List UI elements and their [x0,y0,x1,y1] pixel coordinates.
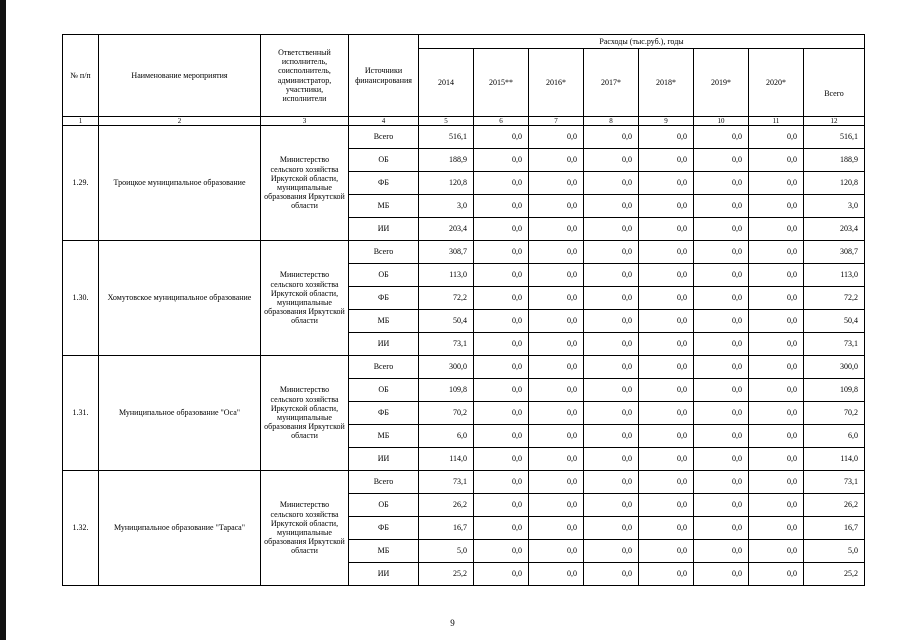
expense-cell: 0,0 [529,149,584,172]
expense-cell: 0,0 [639,172,694,195]
total-cell: 26,2 [804,494,865,517]
expense-cell: 0,0 [584,540,639,563]
total-cell: 516,1 [804,126,865,149]
expense-cell: 0,0 [639,333,694,356]
expense-cell: 0,0 [749,126,804,149]
funding-source: ИИ [349,448,419,471]
expense-cell: 26,2 [419,494,474,517]
expense-cell: 0,0 [639,471,694,494]
year-header: 2015** [474,49,529,117]
funding-source: МБ [349,540,419,563]
expense-cell: 0,0 [529,494,584,517]
expense-cell: 0,0 [749,333,804,356]
expense-cell: 0,0 [529,126,584,149]
expense-cell: 0,0 [474,379,529,402]
funding-source: ФБ [349,517,419,540]
funding-source: ОБ [349,264,419,287]
expense-cell: 0,0 [694,241,749,264]
column-number: 3 [261,117,349,126]
expense-cell: 0,0 [584,402,639,425]
funding-source: ФБ [349,172,419,195]
expense-cell: 0,0 [474,287,529,310]
expense-cell: 0,0 [584,425,639,448]
expense-cell: 0,0 [584,333,639,356]
expense-cell: 0,0 [584,310,639,333]
expense-cell: 50,4 [419,310,474,333]
column-number: 9 [639,117,694,126]
total-cell: 25,2 [804,563,865,586]
funding-source: ИИ [349,333,419,356]
expense-cell: 516,1 [419,126,474,149]
expense-cell: 0,0 [749,563,804,586]
responsible-executor: Министерство сельского хозяйства Иркутской области, муниципальные образования Иркутской области [261,126,349,241]
expense-cell: 0,0 [529,425,584,448]
funding-source: Всего [349,241,419,264]
expense-cell: 0,0 [694,563,749,586]
expense-cell: 0,0 [639,264,694,287]
table-row [63,471,865,494]
column-number: 5 [419,117,474,126]
column-number: 2 [99,117,261,126]
expense-cell: 0,0 [474,494,529,517]
expense-cell: 0,0 [749,218,804,241]
total-cell: 70,2 [804,402,865,425]
expense-cell: 0,0 [639,310,694,333]
expense-cell: 0,0 [529,356,584,379]
expense-cell: 0,0 [584,517,639,540]
expense-cell: 0,0 [694,310,749,333]
column-number: 10 [694,117,749,126]
table-row [63,356,865,379]
expense-cell: 0,0 [639,379,694,402]
expenses-title: Расходы (тыс.руб.), годы [419,35,865,49]
total-cell: 120,8 [804,172,865,195]
expense-cell: 0,0 [529,333,584,356]
expense-cell: 0,0 [584,287,639,310]
measure-index: 1.32. [63,471,99,586]
page-number: 9 [450,618,455,628]
expense-cell: 0,0 [749,448,804,471]
column-number-row [63,117,865,126]
expense-cell: 0,0 [694,402,749,425]
total-cell: 50,4 [804,310,865,333]
total-cell: 113,0 [804,264,865,287]
expense-cell: 0,0 [529,379,584,402]
expense-cell: 0,0 [529,310,584,333]
expense-cell: 0,0 [474,448,529,471]
expense-cell: 0,0 [749,287,804,310]
expense-cell: 0,0 [639,448,694,471]
total-cell: 3,0 [804,195,865,218]
expense-cell: 0,0 [694,149,749,172]
expense-cell: 114,0 [419,448,474,471]
total-cell: 188,9 [804,149,865,172]
col-source-header: Источники финансирования [349,35,419,117]
expense-cell: 0,0 [529,287,584,310]
measure-index: 1.31. [63,356,99,471]
column-number: 8 [584,117,639,126]
total-cell: 109,8 [804,379,865,402]
expense-cell: 0,0 [749,517,804,540]
responsible-executor: Министерство сельского хозяйства Иркутской области, муниципальные образования Иркутской области [261,241,349,356]
total-cell: 5,0 [804,540,865,563]
expense-cell: 0,0 [584,149,639,172]
expense-cell: 0,0 [474,540,529,563]
expense-cell: 0,0 [694,333,749,356]
expense-cell: 0,0 [474,356,529,379]
responsible-executor: Министерство сельского хозяйства Иркутской области, муниципальные образования Иркутской области [261,471,349,586]
total-cell: 6,0 [804,425,865,448]
funding-source: МБ [349,425,419,448]
year-header: 2014 [419,49,474,117]
col-num-header: № п/п [63,35,99,117]
total-header: Всего [804,49,865,117]
measure-index: 1.30. [63,241,99,356]
expense-cell: 0,0 [639,356,694,379]
expense-cell: 70,2 [419,402,474,425]
funding-source: ФБ [349,402,419,425]
expense-cell: 0,0 [584,471,639,494]
funding-source: ИИ [349,218,419,241]
col-resp-header: Ответственный исполнитель, соисполнитель, администратор, участники, исполнители [261,35,349,117]
expense-cell: 5,0 [419,540,474,563]
expense-cell: 0,0 [584,218,639,241]
expense-cell: 0,0 [694,517,749,540]
total-cell: 300,0 [804,356,865,379]
total-cell: 73,1 [804,333,865,356]
funding-source: ОБ [349,149,419,172]
expense-cell: 0,0 [749,172,804,195]
funding-source: Всего [349,471,419,494]
expense-cell: 6,0 [419,425,474,448]
expense-cell: 0,0 [749,471,804,494]
expense-cell: 0,0 [529,172,584,195]
expense-cell: 0,0 [529,241,584,264]
expense-cell: 0,0 [694,379,749,402]
col-name-header: Наименование мероприятия [99,35,261,117]
expense-cell: 0,0 [529,195,584,218]
expense-cell: 0,0 [749,149,804,172]
expense-cell: 3,0 [419,195,474,218]
expense-cell: 0,0 [584,379,639,402]
expense-cell: 0,0 [639,287,694,310]
expense-cell: 0,0 [694,540,749,563]
expense-cell: 0,0 [639,195,694,218]
table-body [63,126,865,586]
year-header: 2019* [694,49,749,117]
expense-cell: 0,0 [584,356,639,379]
expense-cell: 203,4 [419,218,474,241]
expense-cell: 72,2 [419,287,474,310]
expense-cell: 25,2 [419,563,474,586]
year-header: 2018* [639,49,694,117]
funding-source: ИИ [349,563,419,586]
expense-cell: 0,0 [529,264,584,287]
expense-cell: 0,0 [584,448,639,471]
expense-cell: 0,0 [529,540,584,563]
measure-name: Муниципальное образование "Тарасa" [99,471,261,586]
expense-cell: 0,0 [694,195,749,218]
expense-cell: 0,0 [529,448,584,471]
table-row [63,241,865,264]
expense-cell: 0,0 [529,471,584,494]
funding-source: ОБ [349,379,419,402]
funding-source: МБ [349,310,419,333]
table-header [63,35,865,126]
expense-cell: 0,0 [639,126,694,149]
expense-cell: 0,0 [474,402,529,425]
total-cell: 114,0 [804,448,865,471]
expense-cell: 0,0 [529,563,584,586]
funding-source: ОБ [349,494,419,517]
total-cell: 16,7 [804,517,865,540]
measure-index: 1.29. [63,126,99,241]
expense-cell: 0,0 [694,356,749,379]
expense-cell: 0,0 [584,195,639,218]
expense-cell: 0,0 [474,264,529,287]
year-header: 2016* [529,49,584,117]
expense-cell: 0,0 [749,425,804,448]
expense-cell: 0,0 [474,241,529,264]
expense-cell: 0,0 [694,264,749,287]
column-number: 4 [349,117,419,126]
expense-cell: 0,0 [639,241,694,264]
expense-cell: 0,0 [639,425,694,448]
expense-cell: 0,0 [749,379,804,402]
expense-cell: 0,0 [694,172,749,195]
expense-cell: 0,0 [639,218,694,241]
expense-cell: 0,0 [694,425,749,448]
expense-cell: 0,0 [474,425,529,448]
expense-cell: 300,0 [419,356,474,379]
expense-cell: 0,0 [474,149,529,172]
expense-cell: 16,7 [419,517,474,540]
expense-cell: 0,0 [474,333,529,356]
expense-cell: 0,0 [694,494,749,517]
year-header: 2020* [749,49,804,117]
expense-cell: 0,0 [584,126,639,149]
scan-edge-bar [0,0,6,640]
expense-cell: 0,0 [749,195,804,218]
expense-cell: 0,0 [474,310,529,333]
column-number: 6 [474,117,529,126]
expense-cell: 0,0 [474,471,529,494]
total-cell: 203,4 [804,218,865,241]
expense-cell: 0,0 [749,241,804,264]
expense-cell: 0,0 [694,471,749,494]
expense-cell: 188,9 [419,149,474,172]
expense-cell: 73,1 [419,333,474,356]
expense-cell: 0,0 [749,356,804,379]
expense-cell: 0,0 [749,494,804,517]
expense-cell: 120,8 [419,172,474,195]
funding-source: МБ [349,195,419,218]
table-row [63,126,865,149]
expense-cell: 0,0 [639,540,694,563]
expense-cell: 0,0 [749,402,804,425]
expense-cell: 0,0 [639,402,694,425]
expense-cell: 0,0 [749,540,804,563]
expense-cell: 0,0 [694,448,749,471]
expense-cell: 113,0 [419,264,474,287]
expense-cell: 0,0 [584,494,639,517]
responsible-executor: Министерство сельского хозяйства Иркутской области, муниципальные образования Иркутской области [261,356,349,471]
expense-cell: 0,0 [584,264,639,287]
expense-cell: 0,0 [584,563,639,586]
expense-cell: 0,0 [694,287,749,310]
expense-cell: 0,0 [474,563,529,586]
expenses-table [62,34,865,586]
expense-cell: 0,0 [529,218,584,241]
measure-name: Муниципальное образование "Оса" [99,356,261,471]
expense-cell: 0,0 [474,517,529,540]
expense-cell: 0,0 [584,172,639,195]
expense-cell: 0,0 [474,195,529,218]
total-cell: 72,2 [804,287,865,310]
column-number: 7 [529,117,584,126]
expense-cell: 0,0 [584,241,639,264]
funding-source: Всего [349,126,419,149]
expense-cell: 0,0 [474,172,529,195]
expense-cell: 0,0 [694,218,749,241]
column-number: 12 [804,117,865,126]
expense-cell: 0,0 [529,402,584,425]
total-cell: 73,1 [804,471,865,494]
expense-cell: 73,1 [419,471,474,494]
measure-name: Хомутовское муниципальное образование [99,241,261,356]
column-number: 1 [63,117,99,126]
expense-cell: 0,0 [749,264,804,287]
funding-source: Всего [349,356,419,379]
expense-cell: 0,0 [639,494,694,517]
column-number: 11 [749,117,804,126]
expense-cell: 0,0 [694,126,749,149]
expense-cell: 0,0 [474,126,529,149]
year-header: 2017* [584,49,639,117]
expense-cell: 0,0 [639,517,694,540]
expense-cell: 0,0 [639,149,694,172]
expense-cell: 0,0 [749,310,804,333]
total-cell: 308,7 [804,241,865,264]
expense-cell: 0,0 [474,218,529,241]
expense-cell: 0,0 [529,517,584,540]
expense-cell: 109,8 [419,379,474,402]
funding-source: ФБ [349,287,419,310]
expense-cell: 308,7 [419,241,474,264]
expense-cell: 0,0 [639,563,694,586]
measure-name: Троицкое муниципальное образование [99,126,261,241]
